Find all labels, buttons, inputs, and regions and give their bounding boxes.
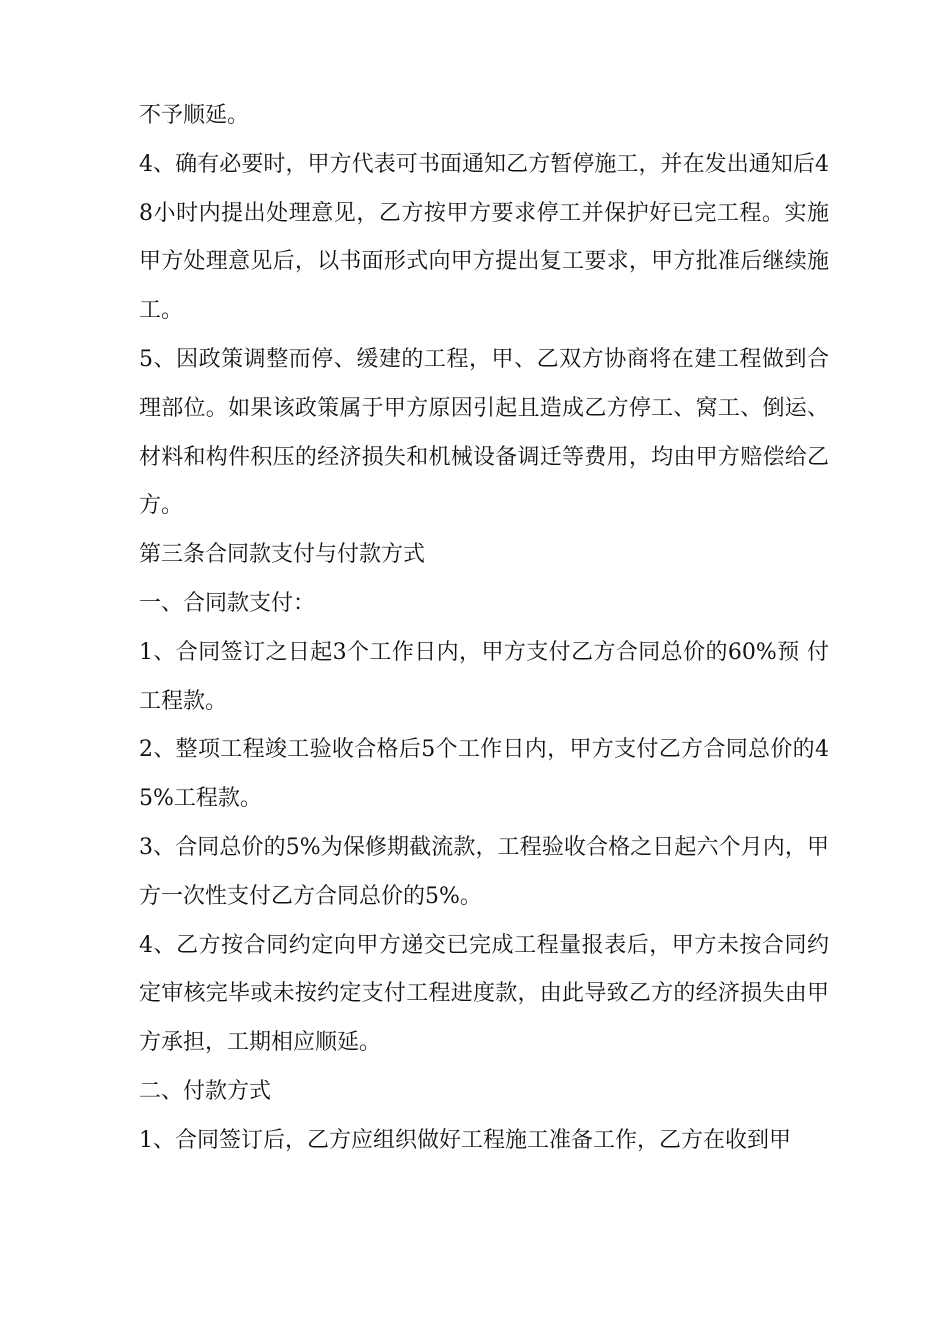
paragraph-method-1: 1、合同签订后，乙方应组织做好工程施工准备工作，乙方在收到甲 xyxy=(139,1127,791,1153)
subheading-payment: 一、合同款支付： xyxy=(139,590,316,616)
paragraph-continuation: 不予顺延。 xyxy=(139,103,250,128)
paragraph-payment-2: 2、整项工程竣工验收合格后5个工作日内，甲方支付乙方合同总价的45%工程款。 xyxy=(139,737,829,812)
document-body xyxy=(139,92,829,1166)
paragraph-clause-4-suspension: 4、确有必要时，甲方代表可书面通知乙方暂停施工，并在发出通知后48小时内提出处理意见，乙方按甲方要求停工并保护好已完工程。实施甲方处理意见后，以书面形式向甲方提出复工要求，甲方批准后继续施工。 xyxy=(139,151,829,324)
paragraph-payment-4: 4、乙方按合同约定向甲方递交已完成工程量报表后，甲方未按合同约定审核完毕或未按约定支付工程进度款，由此导致乙方的经济损失由甲方承担，工期相应顺延。 xyxy=(139,932,829,1056)
paragraph-payment-3: 3、合同总价的5%为保修期截流款，工程验收合格之日起六个月内，甲方一次性支付乙方合同总价的5%。 xyxy=(139,834,829,909)
paragraph-clause-5-policy: 5、因政策调整而停、缓建的工程，甲、乙双方协商将在建工程做到合理部位。如果该政策属于甲方原因引起且造成乙方停工、窝工、倒运、材料和构件积压的经济损失和机械设备调迁等费用，均由甲方赔偿给乙方。 xyxy=(139,346,829,519)
section-heading-article-3: 第三条合同款支付与付款方式 xyxy=(139,542,426,568)
paragraph-payment-1: 1、合同签订之日起3个工作日内，甲方支付乙方合同总价的60%预 付工程款。 xyxy=(139,639,829,714)
subheading-payment-method: 二、付款方式 xyxy=(139,1078,272,1104)
